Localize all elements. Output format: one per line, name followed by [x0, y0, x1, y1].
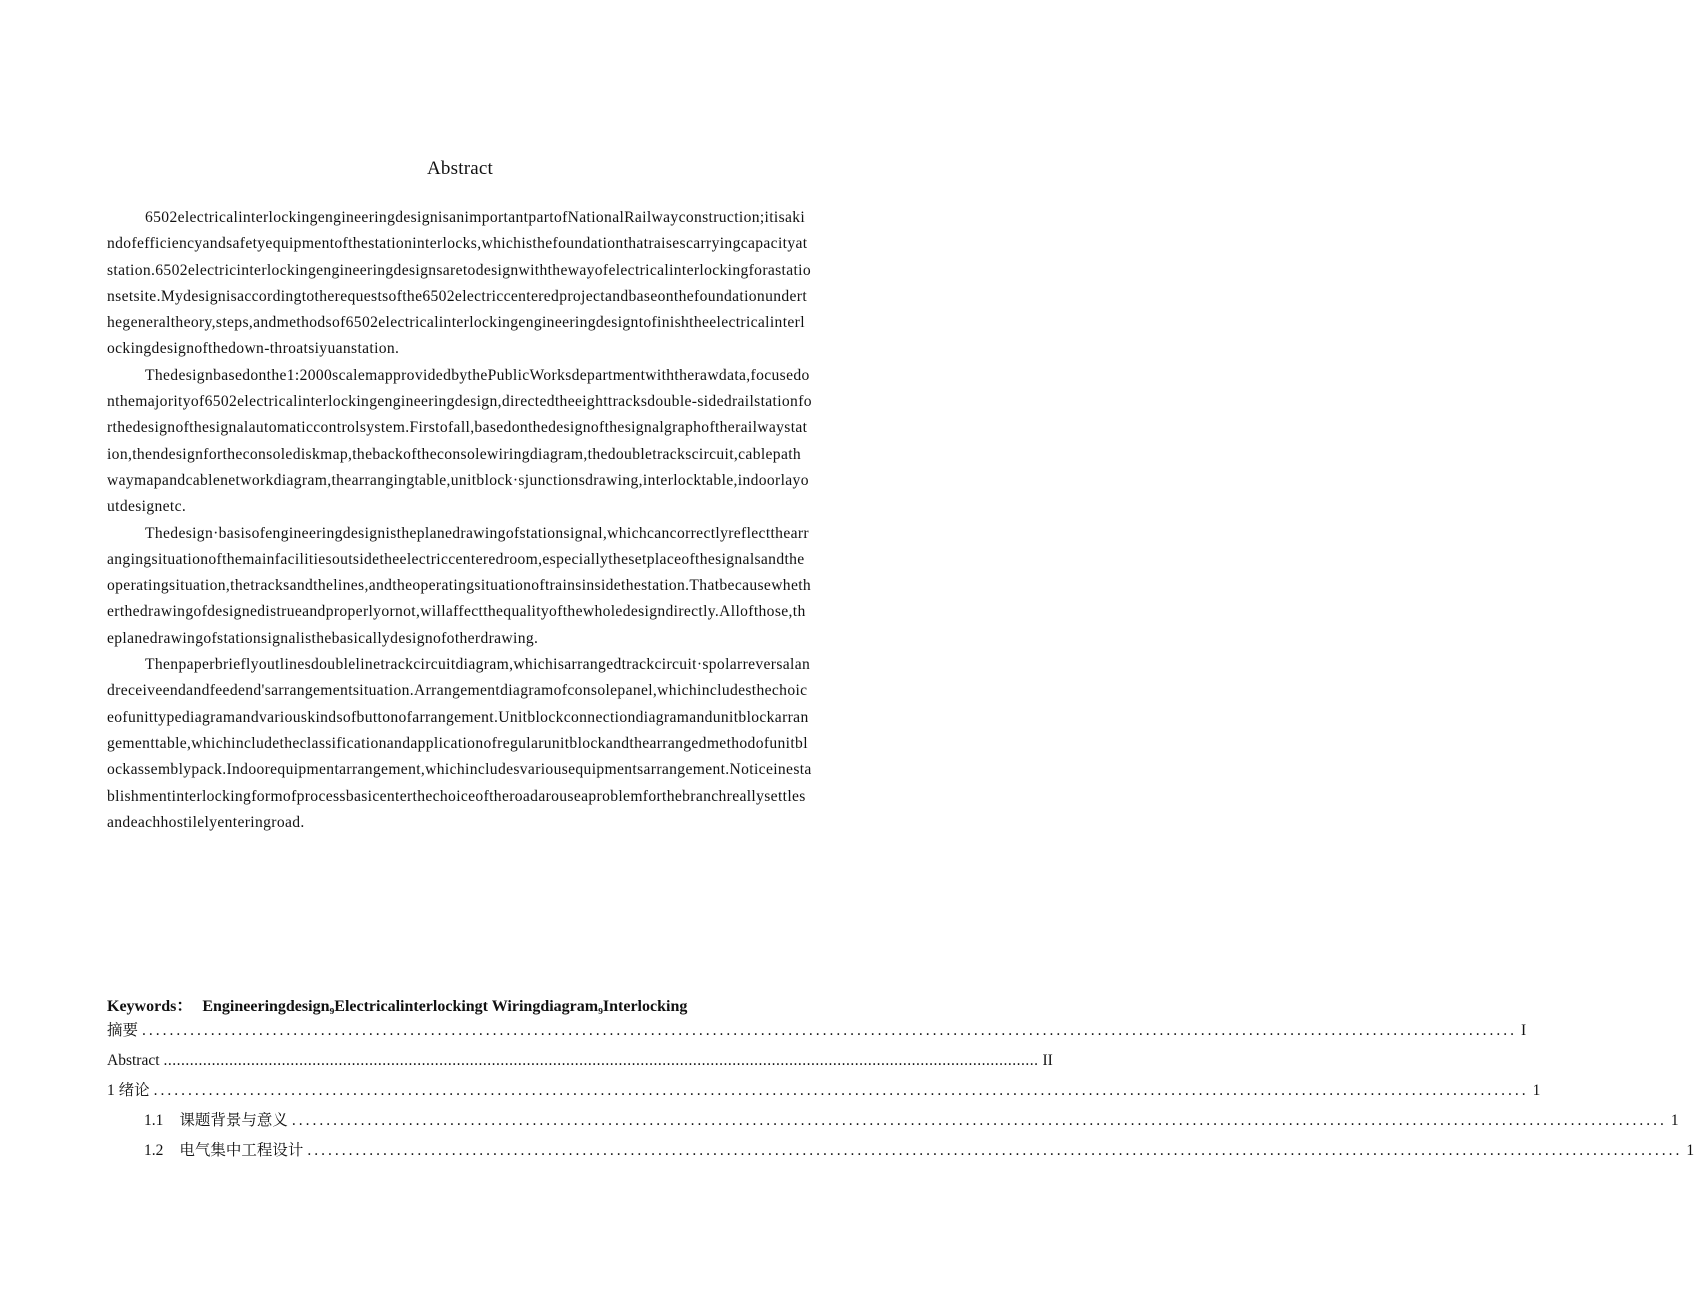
- keywords-text: Engineeringdesign₉Electricalinterlockingt Wiringdiagram₉Interlocking: [202, 998, 688, 1015]
- toc-dot-leader: ........................................................................................................................................................................................................: [307, 1142, 1683, 1159]
- keywords-label: Keywords：: [107, 998, 193, 1015]
- toc-dot-leader: ........................................................................................................................................................................................................: [291, 1112, 1667, 1129]
- toc-entry-page: 1: [1686, 1142, 1694, 1159]
- toc-entry-number: 1.2: [144, 1142, 164, 1159]
- toc-entry-title: Abstract: [107, 1052, 160, 1069]
- keywords-line: [107, 993, 812, 1016]
- toc-entry-page: 1: [1670, 1112, 1679, 1129]
- abstract-paragraph: Thenpaperbrieflyoutlinesdoublelinetrackcircuitdiagram,whichisarrangedtrackcircuit·spolarreversalandreceiveendandfeedend'sarrangementsituation.Arrangementdiagramofconsolepanel,whichincludesthechoiceofunittypediagramandvariouskindsofbuttonofarrangement.Unitblockconnectiondiagramandunitblockarrangementtable,whichincludetheclassificationandapplicationofregularunitblockandthearrangedmethodofunitblockassemblypack.Indoorequipmentarrangement,whichincludesvariousequipmentsarrangement.Noticeinestablishmentinterlockingformofprocessbasicenterthechoiceoftheroadarouseaproblemforthebranchreallysettlesandeachhostilelyenteringroad.: [107, 656, 812, 831]
- toc-entry[interactable]: [107, 1016, 1527, 1046]
- toc-entry-number: 1.1: [144, 1112, 164, 1129]
- toc-dot-leader: ........................................................................................................................................................................................................: [142, 1022, 1518, 1039]
- toc-entry[interactable]: [107, 1076, 1541, 1106]
- toc-entry[interactable]: [107, 1136, 1694, 1166]
- toc-dot-leader: ........................................................................................................................................................................................................: [153, 1082, 1529, 1099]
- toc-entry-title: 1 绪论: [107, 1082, 150, 1099]
- toc-entry-title: 摘要: [107, 1022, 139, 1039]
- toc-entry-page: I: [1521, 1022, 1527, 1039]
- abstract-paragraph: Thedesignbasedonthe1:2000scalemapprovidedbythePublicWorksdepartmentwiththerawdata,focusedonthemajorityof6502electricalinterlockingengineeringdesign,directedtheeighttracksdouble-sidedrailstationforthedesignofthesignalautomaticcontrolsystem.Firstofall,basedonthedesignofthesignalgraphoftherailwaystation,thendesignfortheconsolediskmap,thebackoftheconsolewiringdiagram,thedoubletrackscircuit,cablepathwaymapandcablenetworkdiagram,thearrangingtable,unitblock·sjunctionsdrawing,interlocktable,indoorlayoutdesignetc.: [107, 366, 812, 516]
- table-of-contents: [107, 1016, 1694, 1166]
- toc-entry-page: II: [1042, 1052, 1053, 1069]
- toc-entry[interactable]: [107, 1106, 1679, 1136]
- toc-dot-leader: ........................................................................................................................................................................................................: [163, 1052, 1039, 1069]
- toc-entry-title: 电气集中工程设计: [179, 1142, 304, 1159]
- abstract-paragraph: 6502electricalinterlockingengineeringdesignisanimportantpartofNationalRailwayconstruction;itisakindofefficiencyandsafetyequipmentofthestationinterlocks,whichisthefoundationthatraisescarryingcapacityatstation.6502electricinterlockingengineeringdesignsaretodesignwiththewayofelectricalinterlockingforastationsetsite.Mydesignisaccordingtotherequestsofthe6502electriccenteredprojectandbaseonthefoundationunderthegeneraltheory,steps,andmethodsof6502electricalinterlockingengineeringdesigntofinishtheelectricalinterlockingdesignofthedown-throatsiyuanstation.: [107, 209, 812, 358]
- toc-entry[interactable]: [107, 1046, 1053, 1076]
- toc-entry-title: 课题背景与意义: [179, 1112, 288, 1129]
- abstract-title: Abstract: [427, 158, 493, 179]
- toc-entry-page: 1: [1532, 1082, 1541, 1099]
- abstract-paragraph: Thedesign·basisofengineeringdesignistheplanedrawingofstationsignal,whichcancorrectlyreflectthearrangingsituationofthemainfacilitiesoutsidetheelectriccenteredroom,especiallythesetplaceofthesignalsandtheoperatingsituation,thetracksandthelines,andtheoperatingsituationoftrainsinsidethestation.Thatbecausewhetherthedrawingofdesignedistrueandproperlyornot,willaffectthequalityofthewholedesigndirectly.Allofthose,theplanedrawingofstationsignalisthebasicallydesignofotherdrawing.: [107, 524, 812, 647]
- abstract-body: [107, 205, 812, 836]
